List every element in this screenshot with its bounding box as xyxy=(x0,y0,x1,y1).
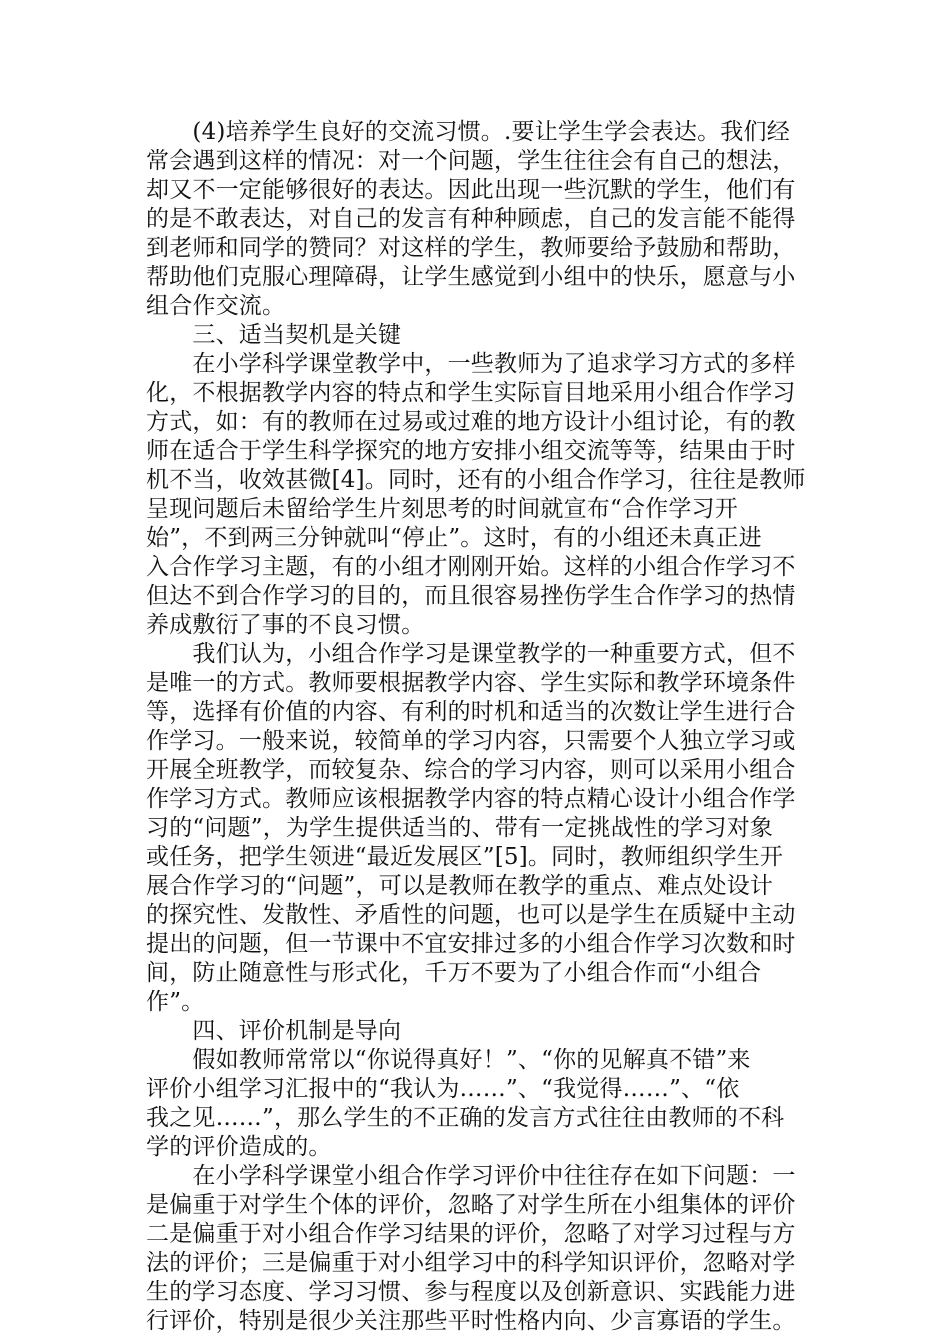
text-line: 作学习。一般来说，较简单的学习内容，只需要个人独立学习或 xyxy=(146,728,796,754)
text-line: 机不当，收效甚微[4]。同时，还有的小组合作学习，往往是教师 xyxy=(146,467,806,493)
text-line: 养成敷衍了事的不良习惯。 xyxy=(146,612,425,638)
text-line: 在小学科学课堂小组合作学习评价中往往存在如下问题：一 xyxy=(146,1163,796,1189)
text-line: 化，不根据教学内容的特点和学生实际盲目地采用小组合作学习 xyxy=(146,380,796,406)
text-line: 作”。 xyxy=(146,989,205,1015)
text-line: 行评价，特别是很少关注那些平时性格内向、少言寡语的学生。 xyxy=(146,1308,796,1334)
text-line: 假如教师常常以“你说得真好！”、“你的见解真不错”来 xyxy=(146,1047,751,1073)
section-heading: 三、适当契机是关键 xyxy=(146,322,402,348)
text-line: 的探究性、发散性、矛盾性的问题，也可以是学生在质疑中主动 xyxy=(146,902,796,928)
section-heading: 四、评价机制是导向 xyxy=(146,1018,402,1044)
text-line: 的是不敢表达，对自己的发言有种种顾虑，自己的发言能不能得 xyxy=(146,206,796,232)
text-line: 帮助他们克服心理障碍，让学生感觉到小组中的快乐，愿意与小 xyxy=(146,264,796,290)
text-line: 等，选择有价值的内容、有利的时机和适当的次数让学生进行合 xyxy=(146,699,796,725)
text-line: 却又不一定能够很好的表达。因此出现一些沉默的学生，他们有 xyxy=(146,177,796,203)
text-line: 间，防止随意性与形式化，千万不要为了小组合作而“小组合 xyxy=(146,960,762,986)
text-line: 组合作交流。 xyxy=(146,293,286,319)
text-line: 作学习方式。教师应该根据教学内容的特点精心设计小组合作学 xyxy=(146,786,796,812)
text-line: 但达不到合作学习的目的，而且很容易挫伤学生合作学习的热情 xyxy=(146,583,796,609)
text-line: 生的学习态度、学习习惯、参与程度以及创新意识、实践能力进 xyxy=(146,1279,796,1305)
text-line: 学的评价造成的。 xyxy=(146,1134,332,1160)
text-line: 开展全班教学，而较复杂、综合的学习内容，则可以采用小组合 xyxy=(146,757,796,783)
text-line: 在小学科学课堂教学中，一些教师为了追求学习方式的多样 xyxy=(146,351,796,377)
text-line: 习的“问题”，为学生提供适当的、带有一定挑战性的学习对象 xyxy=(146,815,774,841)
text-line: 我之见……”，那么学生的不正确的发言方式往往由教师的不科 xyxy=(146,1105,785,1131)
text-line: 是偏重于对学生个体的评价，忽略了对学生所在小组集体的评价 xyxy=(146,1192,796,1218)
text-line: 师在适合于学生科学探究的地方安排小组交流等等，结果由于时 xyxy=(146,438,796,464)
text-line: 方式，如：有的教师在过易或过难的地方设计小组讨论，有的教 xyxy=(146,409,796,435)
text-line: 呈现问题后未留给学生片刻思考的时间就宣布“合作学习开 xyxy=(146,496,738,522)
text-line: 评价小组学习汇报中的“我认为……”、“我觉得……”、“依 xyxy=(146,1076,740,1102)
text-line: 我们认为，小组合作学习是课堂教学的一种重要方式，但不 xyxy=(146,641,796,667)
text-line: 入合作学习主题，有的小组才刚刚开始。这样的小组合作学习不 xyxy=(146,554,796,580)
text-line: 是唯一的方式。教师要根据教学内容、学生实际和教学环境条件 xyxy=(146,670,796,696)
text-line: 提出的问题，但一节课中不宜安排过多的小组合作学习次数和时 xyxy=(146,931,796,957)
text-line: 法的评价；三是偏重于对小组学习中的科学知识评价，忽略对学 xyxy=(146,1250,796,1276)
text-line: 始”，不到两三分钟就叫“停止”。这时，有的小组还未真正进 xyxy=(146,525,762,551)
text-line: 到老师和同学的赞同？对这样的学生，教师要给予鼓励和帮助， xyxy=(146,235,796,261)
text-line: 常会遇到这样的情况：对一个问题，学生往往会有自己的想法， xyxy=(146,148,796,174)
text-line: 或任务，把学生领进“最近发展区”[5]。同时，教师组织学生开 xyxy=(146,844,784,870)
text-line: (4)培养学生良好的交流习惯。.要让学生学会表达。我们经 xyxy=(146,119,790,145)
text-line: 展合作学习的“问题”，可以是教师在教学的重点、难点处设计 xyxy=(146,873,774,899)
text-line: 二是偏重于对小组合作学习结果的评价，忽略了对学习过程与方 xyxy=(146,1221,796,1247)
